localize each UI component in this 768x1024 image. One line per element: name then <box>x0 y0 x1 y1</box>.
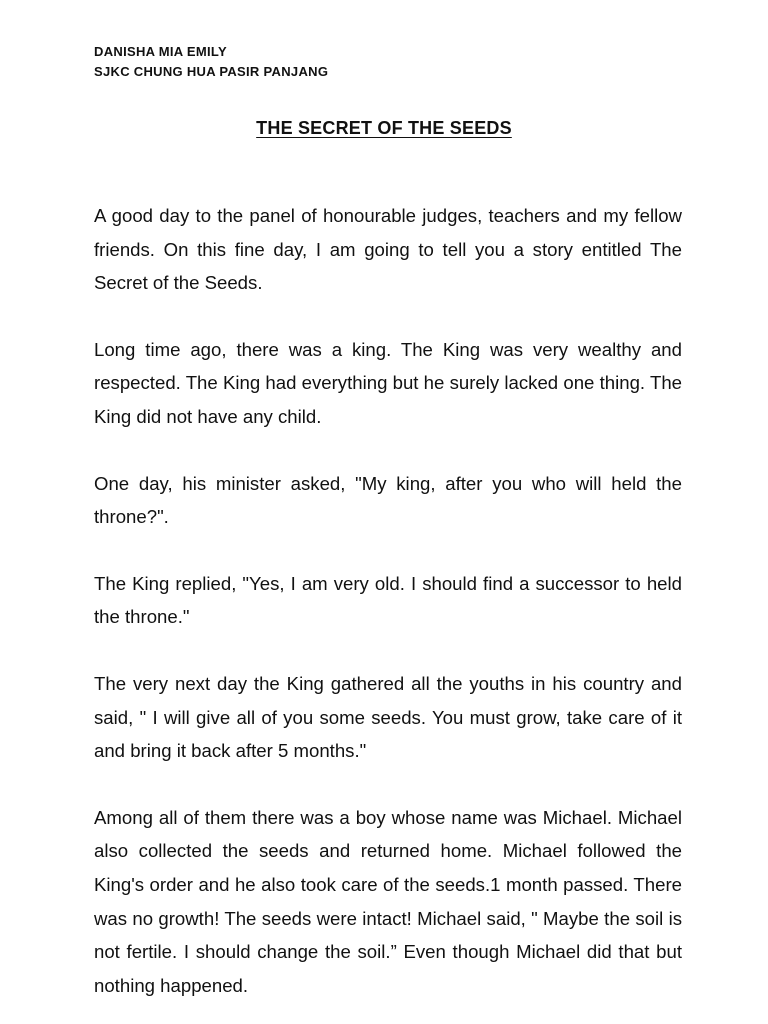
paragraph-seeds-given: The very next day the King gathered all the youths in his country and said, " I will give all of you some seeds. You must grow, take care of it and bring it back after 5 months." <box>94 672 682 762</box>
author-block <box>94 42 328 82</box>
paragraph-king-intro: Long time ago, there was a king. The King was very wealthy and respected. The King had everything but he surely lacked one thing. The King did not have any child. <box>94 338 682 427</box>
paragraph-minister-question: One day, his minister asked, "My king, after you who will held the throne?". <box>94 472 682 528</box>
school-name: SJKC CHUNG HUA PASIR PANJANG <box>94 64 329 79</box>
paragraph-king-reply: The King replied, "Yes, I am very old. I should find a successor to held the throne." <box>94 572 682 628</box>
paragraph-greeting: A good day to the panel of honourable judges, teachers and my fellow friends. On this fine day, I am going to tell you a story entitled The Secret of the Seeds. <box>94 205 682 294</box>
paragraph-michael: Among all of them there was a boy whose name was Michael. Michael also collected the seeds and returned home. Michael followed the King's order and he also took care of the seeds.1 month passed. There was no growth! The seeds were intact! Michael said, " Maybe the soil is not fertile. I should change the soil.” Even though Michael did that but nothing happened. <box>94 806 682 996</box>
story-body <box>94 199 682 1002</box>
story-title: THE SECRET OF THE SEEDS <box>256 118 512 138</box>
author-name: DANISHA MIA EMILY <box>94 44 227 59</box>
